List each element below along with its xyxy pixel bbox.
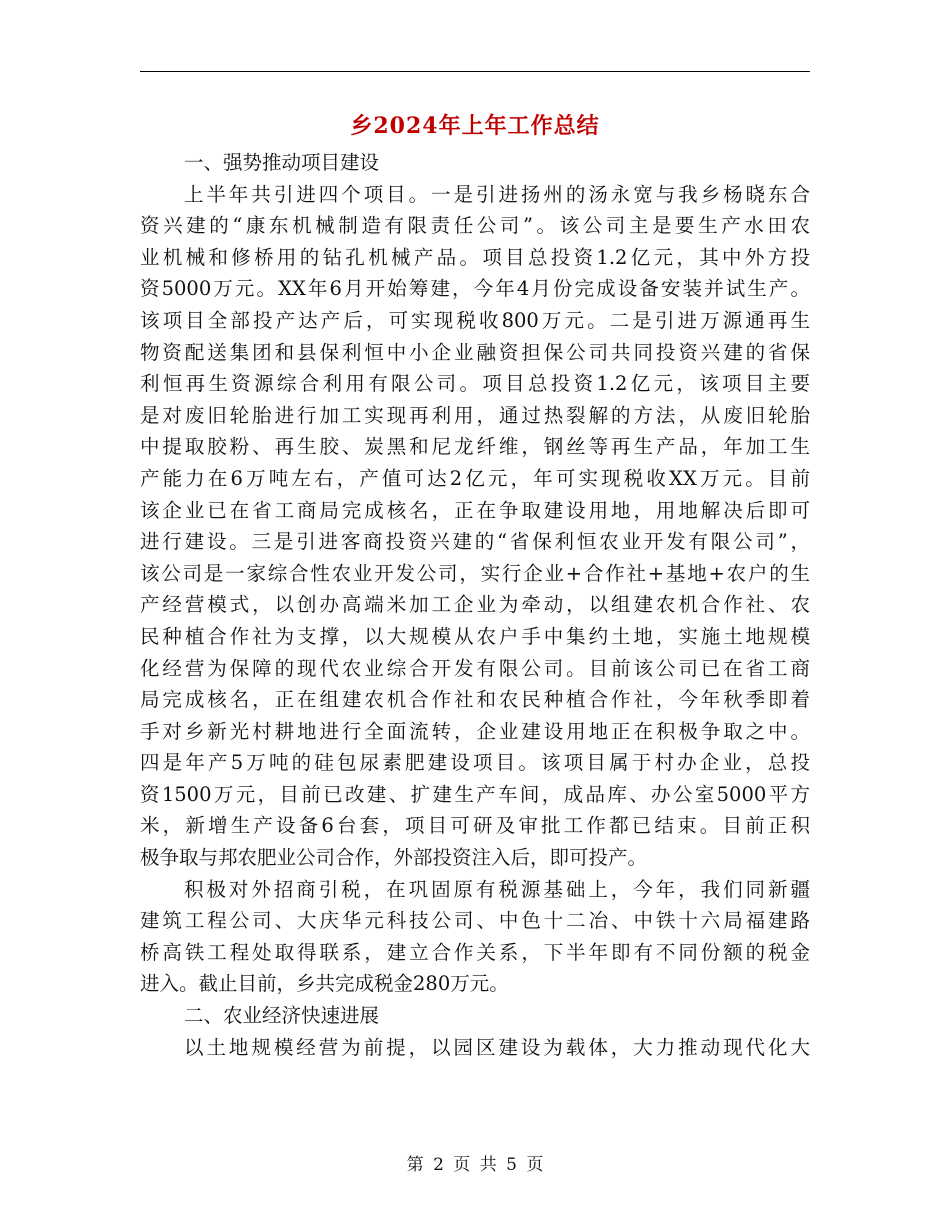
paragraph-line: 桥高铁工程处取得联系，建立合作关系，下半年即有不同份额的税金	[140, 940, 810, 964]
paragraph-line: 该公司是一家综合性农业开发公司，实行企业+合作社+基地+农户的生	[140, 561, 810, 585]
paragraph-line: 产能力在6万吨左右，产值可达2亿元，年可实现税收XX万元。目前	[140, 466, 810, 490]
document-title: 乡2024年上年工作总结	[350, 113, 600, 139]
section-heading: 二、农业经济快速进展	[184, 1004, 380, 1028]
paragraph-line: 资1500万元，目前已改建、扩建生产车间，成品库、办公室5000平方	[140, 782, 810, 806]
paragraph-line: 民种植合作社为支撑，以大规模从农户手中集约土地，实施土地规模	[140, 624, 810, 648]
paragraph-line: 积极对外招商引税，在巩固原有税源基础上，今年，我们同新疆	[184, 877, 810, 901]
document-body	[140, 147, 810, 1063]
paragraph-line: 局完成核名，正在组建农机合作社和农民种植合作社，今年秋季即着	[140, 688, 810, 712]
paragraph-line: 物资配送集团和县保利恒中小企业融资担保公司共同投资兴建的省保	[140, 340, 810, 364]
paragraph-line: 该项目全部投产达产后，可实现税收800万元。二是引进万源通再生	[140, 308, 810, 332]
paragraph-line: 进入。截止目前，乡共完成税金280万元。	[140, 972, 509, 996]
paragraph-line: 资兴建的“康东机械制造有限责任公司”。该公司主是要生产水田农	[140, 214, 810, 238]
paragraph-line: 建筑工程公司、大庆华元科技公司、中色十二冶、中铁十六局福建路	[140, 909, 810, 933]
paragraph-line: 产经营模式，以创办高端米加工企业为牵动，以组建农机合作社、农	[140, 593, 810, 617]
paragraph-line: 是对废旧轮胎进行加工实现再利用，通过热裂解的方法，从废旧轮胎	[140, 403, 810, 427]
paragraph-line: 上半年共引进四个项目。一是引进扬州的汤永宽与我乡杨晓东合	[184, 182, 810, 206]
paragraph-line: 利恒再生资源综合利用有限公司。项目总投资1.2亿元，该项目主要	[140, 372, 810, 396]
paragraph-line: 米，新增生产设备6台套，项目可研及审批工作都已结束。目前正积	[140, 814, 810, 838]
paragraph-line: 化经营为保障的现代农业综合开发有限公司。目前该公司已在省工商	[140, 656, 810, 680]
paragraph-line: 以土地规模经营为前提，以园区建设为载体，大力推动现代化大	[184, 1035, 810, 1059]
page-number-footer: 第 2 页 共 5 页	[406, 1155, 544, 1175]
paragraph-line: 四是年产5万吨的硅包尿素肥建设项目。该项目属于村办企业，总投	[140, 751, 810, 775]
paragraph-line: 该企业已在省工商局完成核名，正在争取建设用地，用地解决后即可	[140, 498, 810, 522]
paragraph-line: 进行建设。三是引进客商投资兴建的“省保利恒农业开发有限公司”，	[140, 530, 810, 554]
section-heading: 一、强势推动项目建设	[184, 151, 380, 174]
paragraph-line: 资5000万元。XX年6月开始筹建，今年4月份完成设备安装并试生产。	[140, 277, 810, 301]
header-rule	[140, 71, 810, 72]
paragraph-line: 手对乡新光村耕地进行全面流转，企业建设用地正在积极争取之中。	[140, 719, 810, 743]
paragraph-line: 业机械和修桥用的钻孔机械产品。项目总投资1.2亿元，其中外方投	[140, 245, 810, 269]
paragraph-line: 极争取与邦农肥业公司合作，外部投资注入后，即可投产。	[140, 846, 648, 870]
paragraph-line: 中提取胶粉、再生胶、炭黑和尼龙纤维，钢丝等再生产品，年加工生	[140, 435, 810, 459]
